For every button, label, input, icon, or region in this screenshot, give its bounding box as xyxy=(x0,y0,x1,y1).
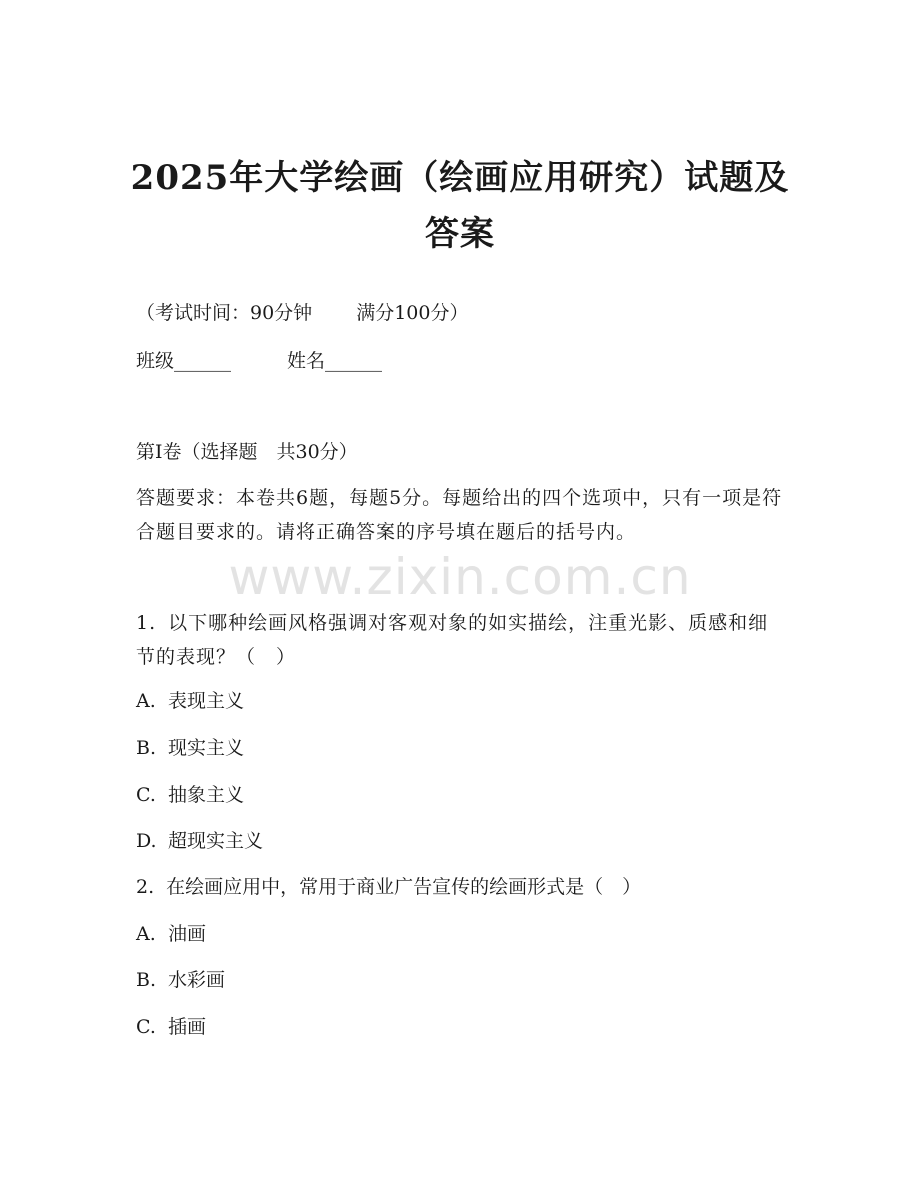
student-fields xyxy=(136,347,382,375)
option-letter: B. xyxy=(136,737,157,759)
exam-score: 满分100分） xyxy=(356,302,469,324)
watermark: www.zixin.com.cn xyxy=(228,548,692,606)
section-instructions: 答题要求：本卷共6题，每题5分。每题给出的四个选项中，只有一项是符合题目要求的。请将正确答案的序号填在题后的括号内。 xyxy=(136,487,783,543)
question-1 xyxy=(136,606,784,674)
option-text: 抽象主义 xyxy=(168,784,245,806)
option-text: 水彩画 xyxy=(168,969,226,991)
option-text: 油画 xyxy=(168,923,207,945)
option-letter: A. xyxy=(136,690,156,712)
question-number: 2. xyxy=(136,876,155,898)
option-letter: D. xyxy=(136,830,157,852)
name-field: 姓名______ xyxy=(287,350,383,372)
class-field: 班级______ xyxy=(136,350,232,372)
question-text: 在绘画应用中，常用于商业广告宣传的绘画形式是（ ） xyxy=(166,876,642,898)
question-number: 1. xyxy=(136,612,157,634)
option-letter: B. xyxy=(136,969,157,991)
option-1-c xyxy=(136,781,244,809)
option-letter: C. xyxy=(136,1016,156,1038)
option-letter: A. xyxy=(136,923,156,945)
document-title: 2025年大学绘画（绘画应用研究）试题及答案 xyxy=(130,158,790,254)
option-2-a xyxy=(136,920,206,948)
option-text: 插画 xyxy=(168,1016,207,1038)
option-1-b xyxy=(136,734,244,762)
option-1-d xyxy=(136,827,263,855)
question-2 xyxy=(136,873,641,901)
exam-time: （考试时间：90分钟 xyxy=(136,302,313,324)
option-letter: C. xyxy=(136,784,156,806)
question-text: 以下哪种绘画风格强调对客观对象的如实描绘，注重光影、质感和细节的表现？（ ） xyxy=(136,612,769,668)
option-text: 表现主义 xyxy=(168,690,245,712)
option-text: 现实主义 xyxy=(168,737,245,759)
exam-info xyxy=(136,299,468,327)
option-1-a xyxy=(136,687,244,715)
option-2-b xyxy=(136,966,225,994)
option-text: 超现实主义 xyxy=(168,830,264,852)
section-heading: 第I卷（选择题 共30分） xyxy=(136,441,358,463)
option-2-c xyxy=(136,1013,206,1041)
